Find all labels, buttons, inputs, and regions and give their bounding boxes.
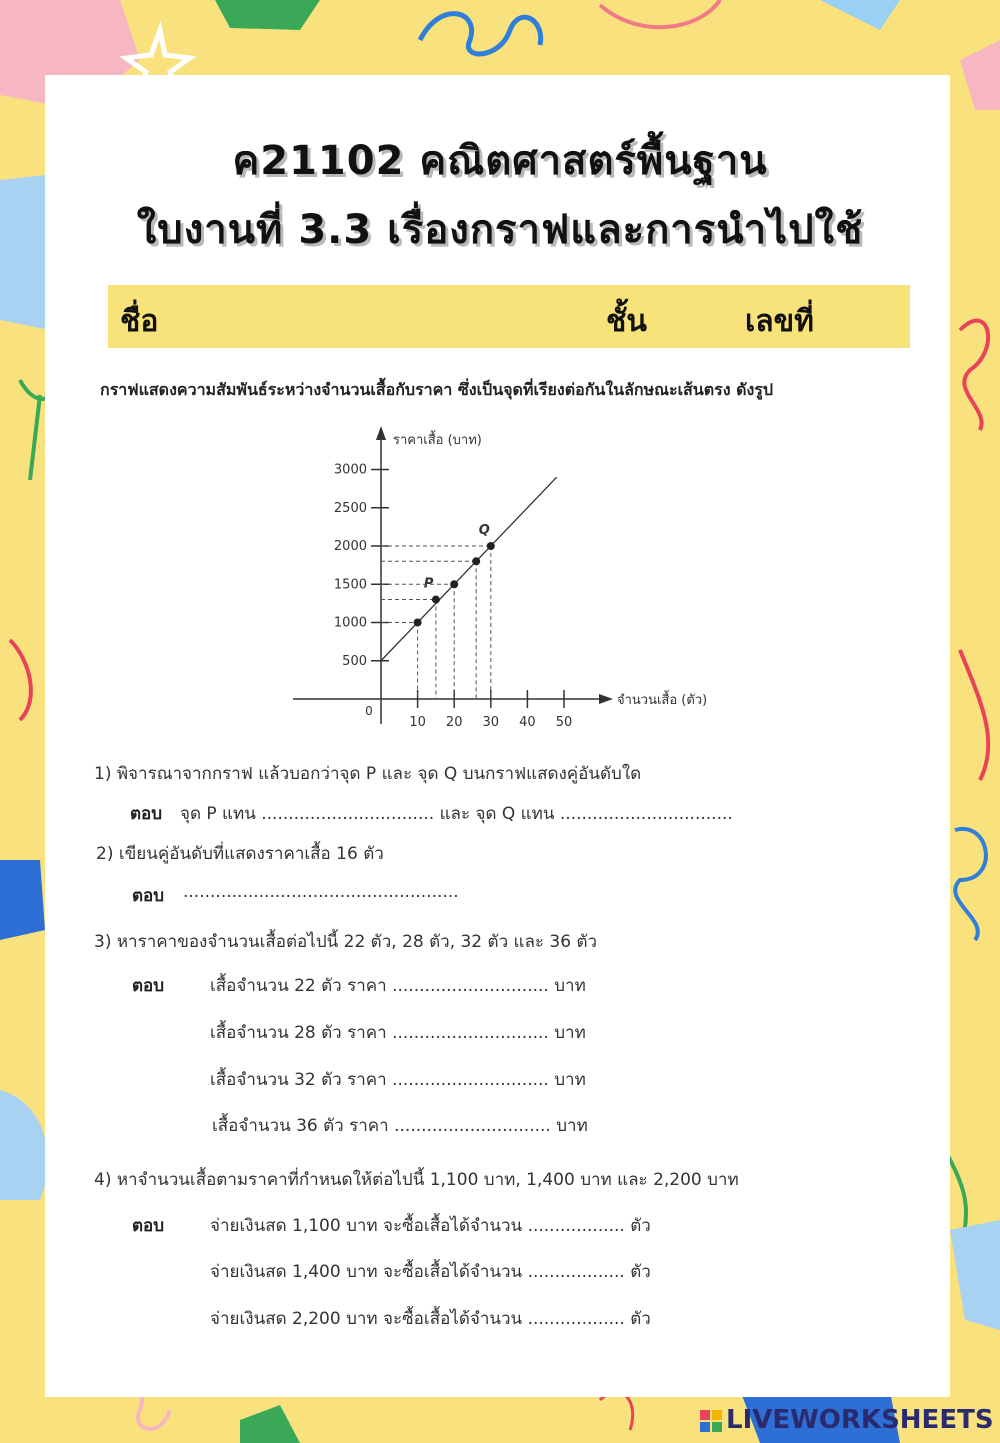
- price-quantity-chart: [285, 420, 745, 740]
- data-point: [472, 557, 480, 565]
- point-label: P: [423, 576, 434, 592]
- origin-label: 0: [365, 704, 373, 718]
- name-label: ชื่อ: [120, 304, 159, 339]
- trend-line: [381, 477, 557, 661]
- worksheet-title-course: ค21102 คณิตศาสตร์พื้นฐาน: [232, 138, 768, 184]
- y-tick-label: 3000: [333, 462, 367, 478]
- data-point: [450, 580, 458, 588]
- x-axis-arrow: [599, 694, 613, 704]
- x-tick-label: 10: [409, 715, 426, 730]
- q4-answer-row[interactable]: จ่ายเงินสด 2,200 บาท จะซื้อเสื้อได้จำนวน .................. ตัว: [210, 1309, 651, 1329]
- question-3: 3) หาราคาของจำนวนเสื้อต่อไปนี้ 22 ตัว, 28 ตัว, 32 ตัว และ 36 ตัว: [94, 932, 598, 952]
- q4-answer-row[interactable]: จ่ายเงินสด 1,100 บาท จะซื้อเสื้อได้จำนวน .................. ตัว: [210, 1216, 651, 1236]
- question-1: 1) พิจารณาจากกราฟ แล้วบอกว่าจุด P และ จุด Q บนกราฟแสดงคู่อันดับใด: [94, 764, 642, 784]
- data-point: [432, 596, 440, 604]
- class-label: ชั้น: [606, 304, 647, 339]
- q3-answer-row[interactable]: เสื้อจำนวน 28 ตัว ราคา ............................. บาท: [210, 1023, 586, 1043]
- x-tick-label: 30: [482, 715, 500, 730]
- q1-answer-label: ตอบ: [130, 804, 163, 824]
- data-point: [487, 542, 495, 550]
- y-axis-label: ราคาเสื้อ (บาท): [393, 433, 482, 448]
- q3-answer-row[interactable]: เสื้อจำนวน 22 ตัว ราคา ............................. บาท: [210, 976, 586, 996]
- q1-answer-line[interactable]: จุด P แทน ................................ และ จุด Q แทน ................................: [180, 804, 733, 824]
- y-tick-label: 500: [342, 653, 367, 669]
- q3-answer-row[interactable]: เสื้อจำนวน 32 ตัว ราคา ............................. บาท: [210, 1070, 586, 1090]
- graph-intro-text: กราฟแสดงความสัมพันธ์ระหว่างจำนวนเสื้อกับราคา ซึ่งเป็นจุดที่เรียงต่อกันในลักษณะเส้นตรง ดังรูป: [100, 380, 774, 399]
- q3-answer-row[interactable]: เสื้อจำนวน 36 ตัว ราคา ............................. บาท: [212, 1116, 588, 1136]
- q4-answer-row[interactable]: จ่ายเงินสด 1,400 บาท จะซื้อเสื้อได้จำนวน .................. ตัว: [210, 1262, 651, 1282]
- x-tick-label: 20: [445, 715, 463, 730]
- y-tick-label: 2000: [333, 539, 367, 554]
- x-tick-label: 50: [555, 715, 573, 730]
- point-label: Q: [478, 523, 490, 538]
- x-axis-label: จำนวนเสื้อ (ตัว): [617, 693, 708, 708]
- y-tick-label: 2500: [333, 500, 367, 516]
- y-tick-label: 1500: [333, 577, 367, 593]
- number-label: เลขที่: [745, 304, 814, 339]
- q2-answer-label: ตอบ: [132, 886, 165, 906]
- worksheet-title-topic: ใบงานที่ 3.3 เรื่องกราฟและการนำไปใช้: [136, 207, 864, 253]
- q4-answer-label: ตอบ: [132, 1216, 165, 1236]
- y-tick-label: 1000: [333, 615, 367, 631]
- y-axis-arrow: [376, 426, 386, 440]
- q3-answer-label: ตอบ: [132, 976, 165, 996]
- question-2: 2) เขียนคู่อันดับที่แสดงราคาเสื้อ 16 ตัว: [96, 844, 384, 864]
- x-tick-label: 40: [519, 715, 536, 730]
- liveworksheets-brand[interactable]: LIVEWORKSHEETS: [726, 1405, 994, 1435]
- data-point: [414, 619, 422, 627]
- question-4: 4) หาจำนวนเสื้อตามราคาที่กำหนดให้ต่อไปนี้ 1,100 บาท, 1,400 บาท และ 2,200 บาท: [94, 1170, 739, 1190]
- q2-answer-line[interactable]: ...................................................: [183, 882, 459, 902]
- liveworksheets-logo-icon: [700, 1410, 722, 1432]
